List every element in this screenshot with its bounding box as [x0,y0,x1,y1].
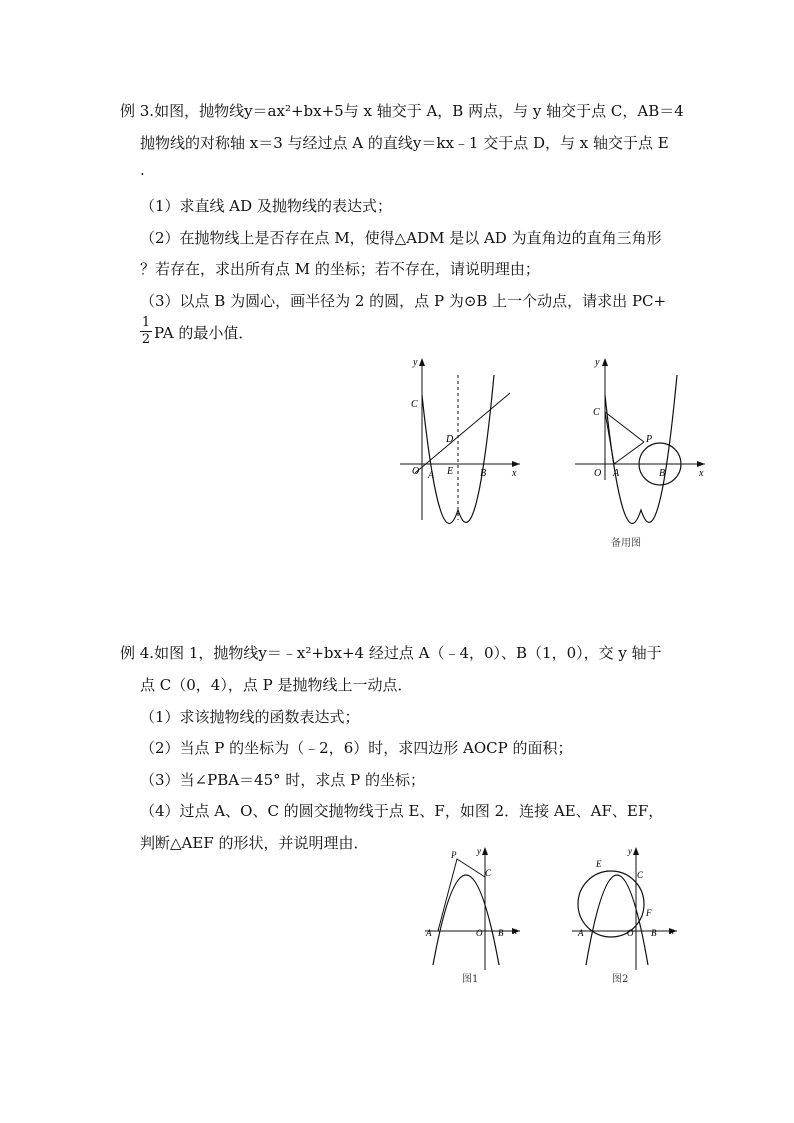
label-y: y [595,357,600,368]
label-y: y [477,846,481,856]
example3-figure-caption: 备用图 [611,538,641,549]
example3-question2b: ？若存在，求出所有点 M 的坐标；若不存在，请说明理由； [140,260,540,278]
label-x: x [513,926,517,936]
label-b: B [480,468,487,479]
example3-figure-backup [575,355,710,525]
example4-line2: 点 C（0，4），点 P 是抛物线上一动点． [140,676,413,694]
y-axis-arrow [482,847,488,855]
example3-fraction [140,316,152,347]
label-x: x [512,468,517,479]
label-o: O [627,928,634,938]
label-a: A [578,928,584,938]
label-p: P [451,850,457,860]
label-o: O [412,466,420,477]
example4-question4a: （4）过点 A、O、C 的圆交抛物线于点 E、F，如图 2．连接 AE、AF、EF， [140,802,664,820]
example4-figure2-caption: 图2 [612,974,629,985]
line-ad [415,393,510,473]
fraction-numerator: 1 [141,315,151,330]
quadrilateral-aocp [438,859,485,931]
example3-line1: 例 3.如图，抛物线y＝ax²+bx+5与 x 轴交于 A，B 两点，与 y 轴交于点 C，AB＝4 [120,102,684,120]
example4-question1: （1）求该抛物线的函数表达式； [140,708,360,726]
label-a: A [613,468,620,479]
example4-figure1 [425,845,525,970]
x-axis-arrow [512,461,520,467]
label-y: y [413,357,418,368]
segment-cp [605,412,644,442]
label-p: P [646,434,653,445]
label-e: E [447,466,454,477]
label-c: C [593,407,600,418]
example3-question3b: PA 的最小值． [154,324,254,342]
example4-line1: 例 4.如图 1，抛物线y＝﹣x²+bx+4 经过点 A（﹣4，0）、B（1，0），交 y 轴于 [120,644,662,662]
example3-line3: . [140,161,145,179]
y-axis-arrow [633,847,639,855]
example4-question2: （2）当点 P 的坐标为（﹣2，6）时，求四边形 AOCP 的面积； [140,739,573,757]
segment-ca [605,412,614,464]
example3-line2: 抛物线的对称轴 x＝3 与经过点 A 的直线y＝kx﹣1 交于点 D，与 x 轴交于点 E [140,134,669,152]
label-b: B [651,928,657,938]
label-c: C [637,870,644,880]
y-axis-arrow [419,358,425,366]
example4-question3: （3）当∠PBA＝45° 时，求点 P 的坐标； [140,771,426,789]
parabola [605,375,677,523]
label-a: A [428,470,435,481]
label-a: A [426,928,432,938]
example4-figure1-caption: 图1 [462,974,479,985]
parabola [433,875,499,965]
example3-question1: （1）求直线 AD 及抛物线的表达式； [140,197,392,215]
label-b: B [659,468,666,479]
label-o: O [476,928,483,938]
example3-question2a: （2）在抛物线上是否存在点 M，使得△ADM 是以 AD 为直角边的直角三角形 [140,229,662,247]
label-y: y [628,846,632,856]
label-f: F [646,908,652,918]
label-x: x [670,926,674,936]
example4-question4b: 判断△AEF 的形状，并说明理由． [140,834,369,852]
x-axis-arrow [697,461,705,467]
example3-question3a: （3）以点 B 为圆心，画半径为 2 的圆，点 P 为⊙B 上一个动点，请求出 PC+ [140,292,667,310]
label-e: E [596,859,602,869]
parabola [586,875,648,965]
label-d: D [446,434,454,445]
example4-figure2 [572,845,682,970]
label-o: O [594,468,602,479]
label-c: C [485,868,492,878]
fraction-denominator: 2 [141,332,151,347]
label-b: B [498,928,504,938]
label-c: C [411,399,418,410]
example3-figure-main [400,355,520,525]
y-axis-arrow [602,358,608,366]
label-x: x [699,468,704,479]
